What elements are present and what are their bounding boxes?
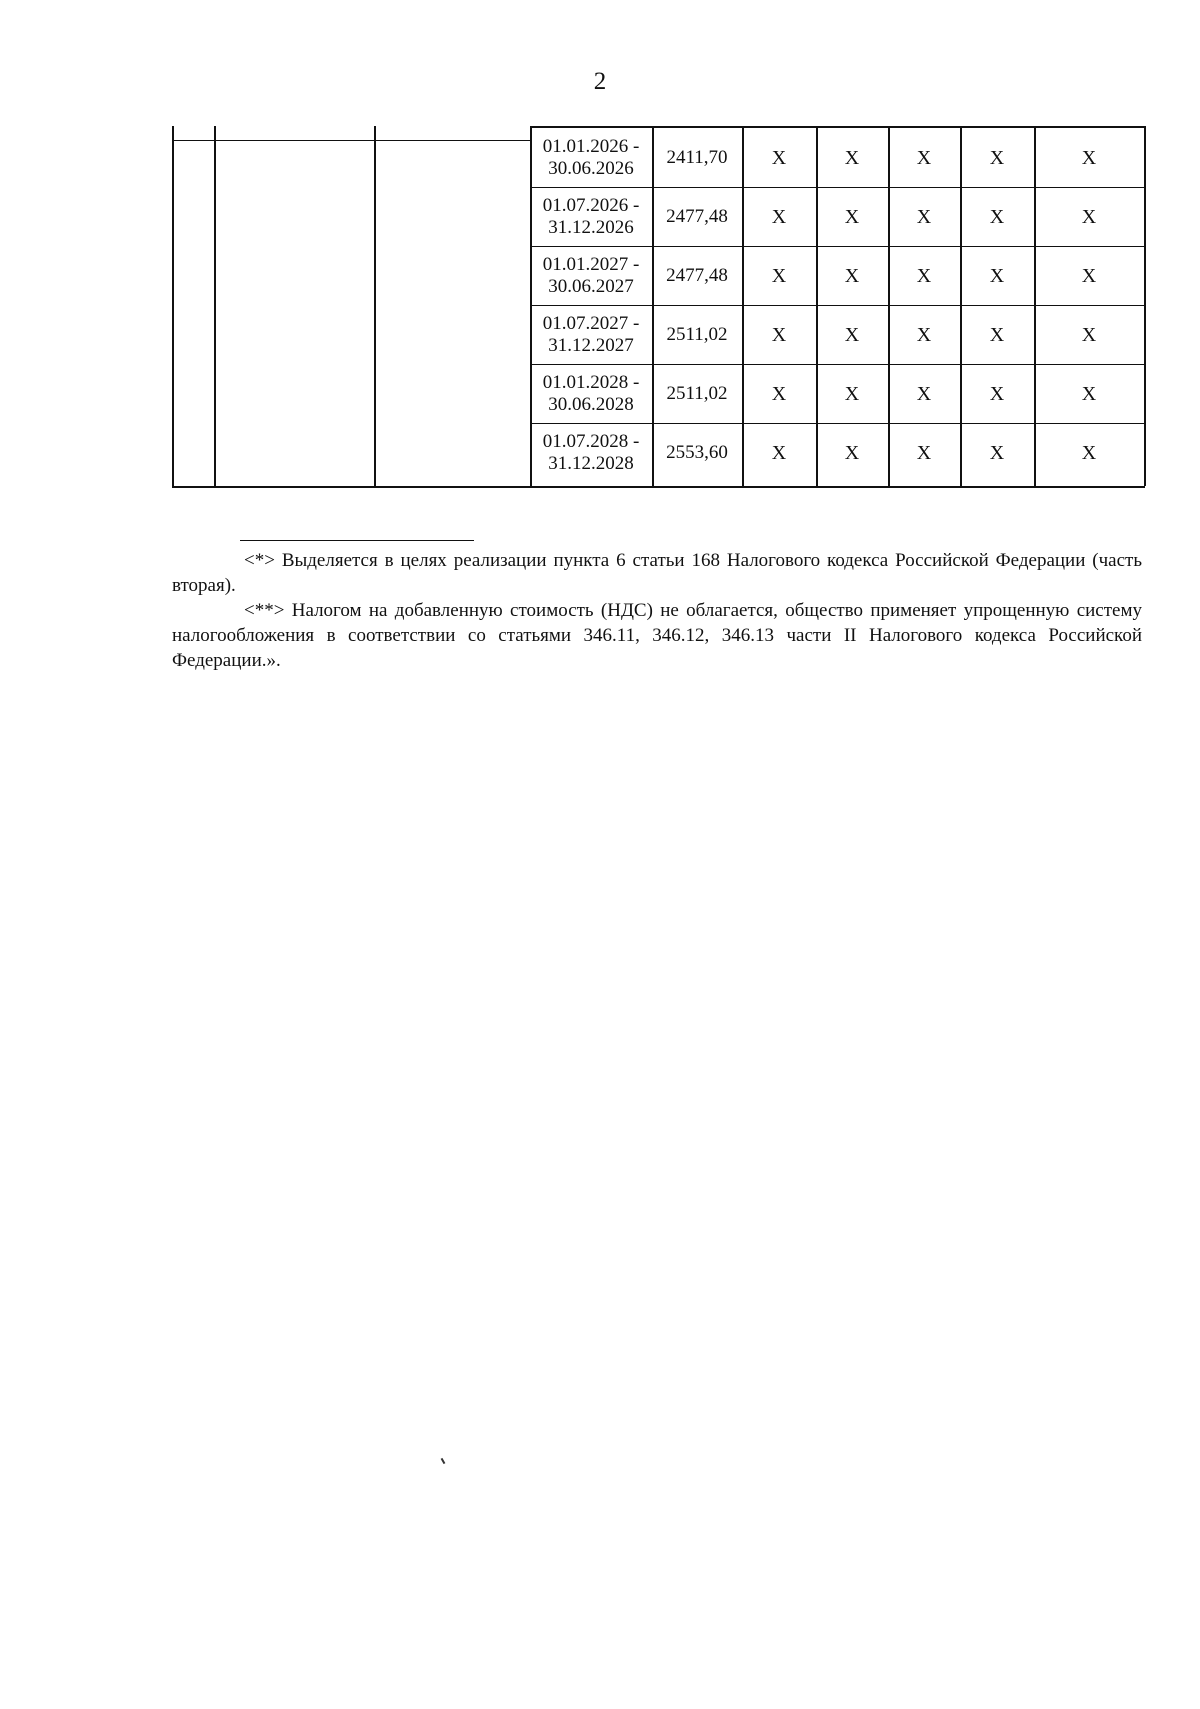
x-mark-cell: X: [844, 323, 860, 346]
footnote-1: <*> Выделяется в целях реализации пункта 6 статьи 168 Налогового кодекса Российской Федерации (часть вторая).: [172, 550, 1142, 596]
x-mark-cell: X: [844, 205, 860, 228]
tariff-value-cell: 2411,70: [666, 146, 728, 168]
x-mark-cell: X: [916, 264, 932, 287]
x-mark-cell: X: [771, 205, 787, 228]
table-border-vertical: [172, 126, 174, 486]
x-mark-cell: X: [989, 146, 1005, 169]
x-mark-cell: X: [771, 146, 787, 169]
period-cell: 01.01.2027 - 30.06.2027: [542, 253, 640, 297]
tariff-value-cell: 2477,48: [666, 205, 728, 227]
x-mark-cell: X: [916, 205, 932, 228]
period-cell: 01.07.2028 - 31.12.2028: [542, 430, 640, 474]
x-mark-cell: X: [771, 264, 787, 287]
x-mark-cell: X: [989, 382, 1005, 405]
tariff-table: [0, 0, 1200, 520]
page-number: 2: [593, 68, 607, 95]
x-mark-cell: X: [1081, 205, 1097, 228]
x-mark-cell: X: [844, 441, 860, 464]
x-mark-cell: X: [1081, 323, 1097, 346]
footnotes: [172, 548, 1142, 673]
x-mark-cell: X: [844, 382, 860, 405]
tariff-value-cell: 2511,02: [666, 323, 728, 345]
period-cell: 01.01.2028 - 30.06.2028: [542, 371, 640, 415]
x-mark-cell: X: [916, 146, 932, 169]
tariff-value-cell: 2553,60: [666, 441, 728, 463]
period-cell: 01.07.2026 - 31.12.2026: [542, 194, 640, 238]
table-border-vertical: [374, 126, 376, 486]
footnote-2: <**> Налогом на добавленную стоимость (НДС) не облагается, общество применяет упрощенную систему налогообложения в соответствии со статьями 346.11, 346.12, 346.13 части II Налогового кодекса Российской Федерации.».: [172, 600, 1142, 671]
table-border-vertical: [214, 126, 216, 486]
x-mark-cell: X: [989, 323, 1005, 346]
tariff-value-cell: 2477,48: [666, 264, 728, 286]
period-cell: 01.01.2026 - 30.06.2026: [542, 135, 640, 179]
period-cell: 01.07.2027 - 31.12.2027: [542, 312, 640, 356]
footnote-separator: [240, 540, 474, 541]
x-mark-cell: X: [989, 264, 1005, 287]
x-mark-cell: X: [771, 382, 787, 405]
x-mark-cell: X: [1081, 146, 1097, 169]
x-mark-cell: X: [916, 323, 932, 346]
table-border-horizontal: [172, 486, 1145, 488]
x-mark-cell: X: [989, 441, 1005, 464]
x-mark-cell: X: [1081, 264, 1097, 287]
x-mark-cell: X: [844, 264, 860, 287]
x-mark-cell: X: [916, 382, 932, 405]
x-mark-cell: X: [771, 323, 787, 346]
table-border-horizontal: [172, 140, 530, 141]
x-mark-cell: X: [844, 146, 860, 169]
x-mark-cell: X: [1081, 441, 1097, 464]
tariff-value-cell: 2511,02: [666, 382, 728, 404]
x-mark-cell: X: [771, 441, 787, 464]
x-mark-cell: X: [916, 441, 932, 464]
scan-speck: [441, 1458, 446, 1464]
x-mark-cell: X: [989, 205, 1005, 228]
x-mark-cell: X: [1081, 382, 1097, 405]
